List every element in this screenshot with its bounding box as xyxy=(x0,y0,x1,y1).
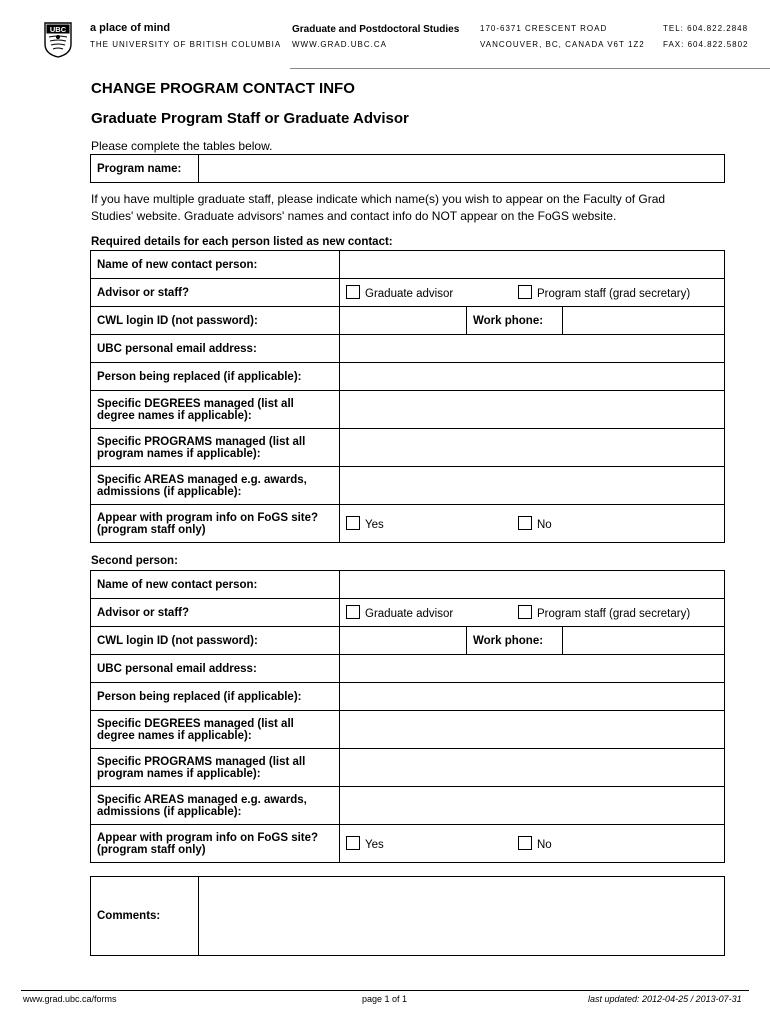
checkbox[interactable] xyxy=(518,285,532,299)
footer-rule xyxy=(21,990,749,991)
name-label: Name of new contact person: xyxy=(91,251,340,279)
programs-label: Specific PROGRAMS managed (list all program names if applicable): xyxy=(91,749,340,787)
appear-label: Appear with program info on FoGS site? (program staff only) xyxy=(91,505,340,543)
note-line-1: If you have multiple graduate staff, please indicate which name(s) you wish to appear on the Faculty of Grad xyxy=(91,192,666,206)
degrees-field[interactable] xyxy=(340,711,725,749)
second-person-heading: Second person: xyxy=(91,555,178,567)
email-field[interactable] xyxy=(340,655,725,683)
work-phone-label: Work phone: xyxy=(473,314,544,327)
no-option[interactable]: No xyxy=(518,516,552,531)
comments-label: Comments: xyxy=(91,877,199,956)
page-number: page 1 of 1 xyxy=(362,994,408,1004)
required-heading: Required details for each person listed as new contact: xyxy=(91,236,393,248)
graduate-advisor-option[interactable]: Graduate advisor xyxy=(346,288,453,300)
address-line-1: 170-6371 CRESCENT ROAD xyxy=(480,24,608,33)
department-name: Graduate and Postdoctoral Studies xyxy=(292,24,460,35)
work-phone-label: Work phone: xyxy=(473,634,544,647)
first-person-table xyxy=(90,250,725,543)
checkbox[interactable] xyxy=(346,285,360,299)
advisor-or-staff-options xyxy=(340,599,725,627)
program-name-table xyxy=(90,154,725,183)
ubc-crest-logo xyxy=(44,22,72,58)
instructions: Please complete the tables below. xyxy=(91,139,273,153)
university-name: THE UNIVERSITY OF BRITISH COLUMBIA xyxy=(90,40,282,49)
no-option[interactable]: No xyxy=(518,836,552,851)
email-label: UBC personal email address: xyxy=(91,335,340,363)
cwl-field[interactable] xyxy=(340,627,467,655)
website: WWW.GRAD.UBC.CA xyxy=(292,40,387,49)
note-line-2: Studies' website. Graduate advisors' names and contact info do NOT appear on the FoGS website. xyxy=(91,209,617,223)
header-rule xyxy=(290,68,770,69)
name-label: Name of new contact person: xyxy=(91,571,340,599)
name-field[interactable] xyxy=(340,251,725,279)
work-phone-field[interactable] xyxy=(562,627,563,654)
program-name-label: Program name: xyxy=(91,155,199,183)
checkbox[interactable] xyxy=(518,605,532,619)
areas-label: Specific AREAS managed e.g. awards, admissions (if applicable): xyxy=(91,787,340,825)
degrees-label: Specific DEGREES managed (list all degree names if applicable): xyxy=(91,391,340,429)
programs-field[interactable] xyxy=(340,749,725,787)
degrees-label: Specific DEGREES managed (list all degree names if applicable): xyxy=(91,711,340,749)
advisor-or-staff-label: Advisor or staff? xyxy=(91,599,340,627)
comments-table xyxy=(90,876,725,956)
checkbox[interactable] xyxy=(518,516,532,530)
second-person-table xyxy=(90,570,725,863)
address-line-2: VANCOUVER, BC, CANADA V6T 1Z2 xyxy=(480,40,645,49)
fax: FAX: 604.822.5802 xyxy=(663,40,749,49)
email-field[interactable] xyxy=(340,335,725,363)
replaced-field[interactable] xyxy=(340,683,725,711)
svg-text:UBC: UBC xyxy=(49,25,67,34)
areas-label: Specific AREAS managed e.g. awards, admissions (if applicable): xyxy=(91,467,340,505)
work-phone-field[interactable] xyxy=(562,307,563,334)
cwl-field[interactable] xyxy=(340,307,467,335)
letterhead xyxy=(0,0,770,70)
email-label: UBC personal email address: xyxy=(91,655,340,683)
yes-option[interactable]: Yes xyxy=(346,839,384,851)
cwl-label: CWL login ID (not password): xyxy=(91,307,340,335)
cwl-label: CWL login ID (not password): xyxy=(91,627,340,655)
degrees-field[interactable] xyxy=(340,391,725,429)
advisor-or-staff-label: Advisor or staff? xyxy=(91,279,340,307)
areas-field[interactable] xyxy=(340,467,725,505)
program-staff-option[interactable]: Program staff (grad secretary) xyxy=(518,285,690,300)
program-staff-option[interactable]: Program staff (grad secretary) xyxy=(518,605,690,620)
checkbox[interactable] xyxy=(346,516,360,530)
appear-options xyxy=(340,825,725,863)
form-subtitle: Graduate Program Staff or Graduate Advisor xyxy=(91,110,409,127)
appear-label: Appear with program info on FoGS site? (program staff only) xyxy=(91,825,340,863)
program-name-field[interactable] xyxy=(199,155,725,183)
areas-field[interactable] xyxy=(340,787,725,825)
form-title: CHANGE PROGRAM CONTACT INFO xyxy=(91,80,355,97)
yes-option[interactable]: Yes xyxy=(346,519,384,531)
checkbox[interactable] xyxy=(346,836,360,850)
name-field[interactable] xyxy=(340,571,725,599)
appear-options xyxy=(340,505,725,543)
advisor-or-staff-options xyxy=(340,279,725,307)
footer-url: www.grad.ubc.ca/forms xyxy=(23,994,117,1004)
replaced-field[interactable] xyxy=(340,363,725,391)
replaced-label: Person being replaced (if applicable): xyxy=(91,683,340,711)
replaced-label: Person being replaced (if applicable): xyxy=(91,363,340,391)
work-phone-cell xyxy=(467,307,725,335)
programs-label: Specific PROGRAMS managed (list all program names if applicable): xyxy=(91,429,340,467)
tagline: a place of mind xyxy=(90,22,171,34)
work-phone-cell xyxy=(467,627,725,655)
programs-field[interactable] xyxy=(340,429,725,467)
comments-field[interactable] xyxy=(199,877,725,956)
checkbox[interactable] xyxy=(346,605,360,619)
telephone: TEL: 604.822.2848 xyxy=(663,24,749,33)
checkbox[interactable] xyxy=(518,836,532,850)
graduate-advisor-option[interactable]: Graduate advisor xyxy=(346,608,453,620)
last-updated: last updated: 2012-04-25 / 2013-07-31 xyxy=(588,994,742,1004)
